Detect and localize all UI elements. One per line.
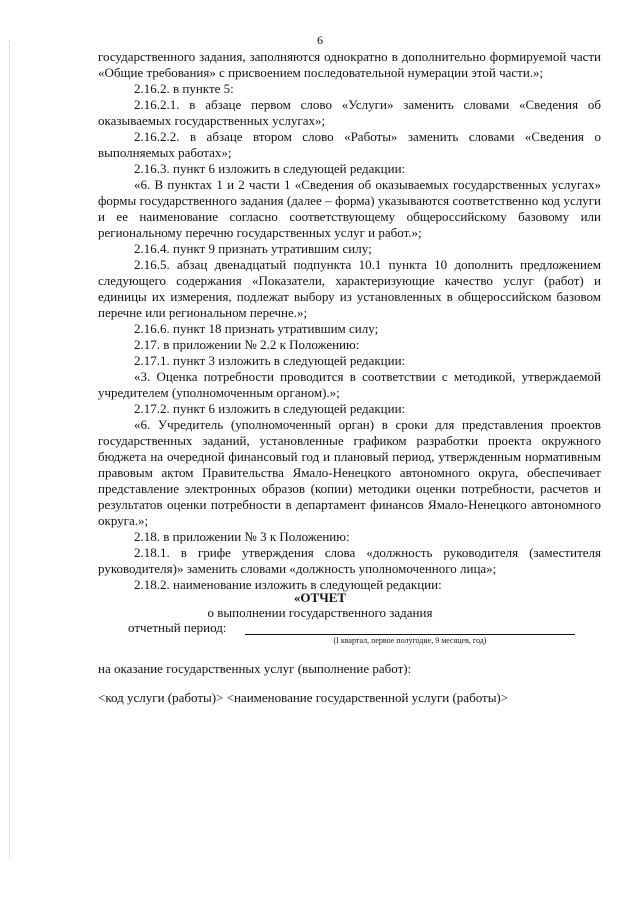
paragraph: 2.17.1. пункт 3 изложить в следующей редакции: <box>134 353 406 368</box>
page-number: 6 <box>317 33 323 47</box>
paragraph: 2.16.2.1. в абзаце первом слово «Услуги» заменить словами «Сведения об оказываемых государственных услугах»; <box>98 97 601 128</box>
paragraph: «6. Учредитель (уполномоченный орган) в сроки для представления проектов государственных заданий, установленные графиком разработки проекта окружного бюджета на очередной финансовый год и плановый период, утвержденным нормативным правовым актом Правительства Ямало-Ненецкого автономного округа, обеспечивает представление электронных образов (копии) методики оценки потребности, расчетов и результатов оценки потребности в департамент финансов Ямало-Ненецкого автономного округа.»; <box>98 417 601 528</box>
scan-margin-dots <box>9 40 10 860</box>
paragraph: 2.16.5. абзац двенадцатый подпункта 10.1 пункта 10 дополнить предложением следующего содержания «Показатели, характеризующие качество услуг (работ) и единицы их измерения, подлежат выбору из установленных в общероссийском базовом перечне или региональном перечне.»; <box>98 257 601 320</box>
paragraph: государственного задания, заполняются однократно в дополнительно формируемой части «Общие требования» с присвоением последовательной нумерации этой части.»; <box>98 49 601 80</box>
paragraph: 2.16.2.2. в абзаце втором слово «Работы» заменить словами «Сведения о выполняемых работах»; <box>98 129 601 160</box>
period-hint: (I квартал, первое полугодие, 9 месяцев, год) <box>333 636 487 645</box>
report-subtitle: о выполнении государственного задания <box>207 605 433 620</box>
paragraph: 2.16.6. пункт 18 признать утратившим силу; <box>134 321 379 336</box>
paragraph: 2.16.3. пункт 6 изложить в следующей редакции: <box>134 161 406 176</box>
document-body <box>98 49 601 593</box>
paragraph: 2.18. в приложении № 3 к Положению: <box>134 529 350 544</box>
report-title: «ОТЧЕТ <box>293 590 347 605</box>
paragraph: 2.16.2. в пункте 5: <box>134 81 234 96</box>
paragraph: 2.18.2. наименование изложить в следующей редакции: <box>134 577 442 592</box>
paragraph: 2.18.1. в грифе утверждения слова «должность руководителя (заместителя руководителя)» заменить словами «должность уполномоченного лица»; <box>98 545 601 576</box>
paragraph: «6. В пунктах 1 и 2 части 1 «Сведения об оказываемых государственных услугах» формы государственного задания (далее – форма) указываются соответственно код услуги и ее наименование согласно соответствующему общероссийскому базовому или региональному перечню государственных услуг и работ.»; <box>98 177 601 240</box>
paragraph: 2.17. в приложении № 2.2 к Положению: <box>134 337 360 352</box>
period-label: отчетный период: <box>128 620 227 635</box>
services-heading: на оказание государственных услуг (выполнение работ): <box>98 661 412 676</box>
paragraph: 2.16.4. пункт 9 признать утратившим силу; <box>134 241 372 256</box>
paragraph: 2.17.2. пункт 6 изложить в следующей редакции: <box>134 401 406 416</box>
period-underline <box>245 634 575 635</box>
service-code-placeholder: <код услуги (работы)> <наименование государственной услуги (работы)> <box>98 690 509 705</box>
paragraph: «3. Оценка потребности проводится в соответствии с методикой, утверждаемой учредителем (уполномоченным органом).»; <box>98 369 601 400</box>
